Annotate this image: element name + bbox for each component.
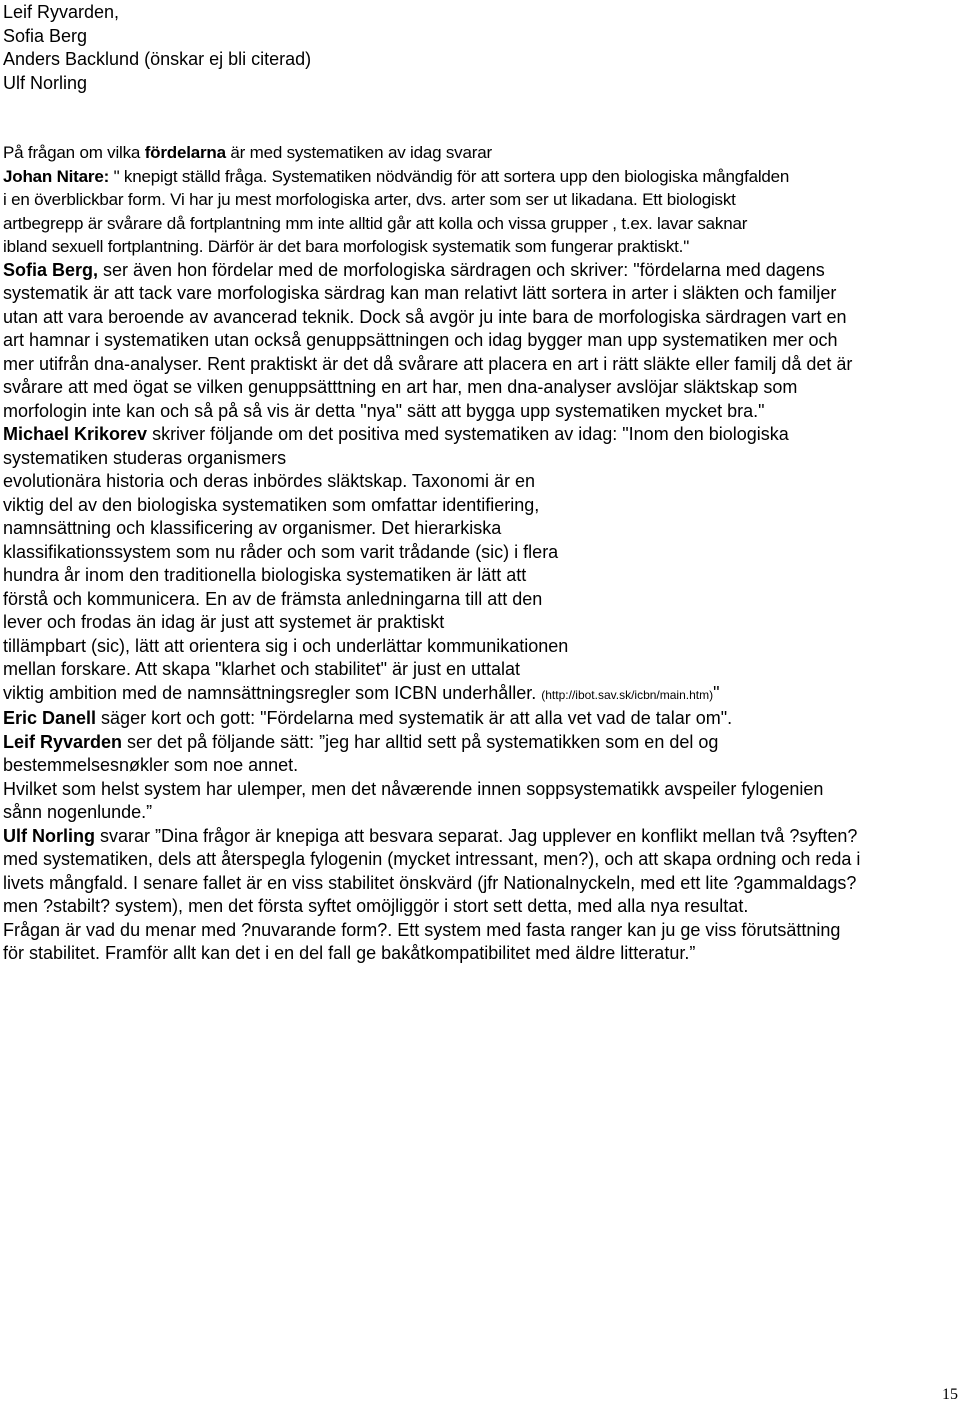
text-line: namnsättning och klassificering av organismer. Det hierarkiska (3, 518, 502, 538)
text-line: lever och frodas än idag är just att systemet är praktiskt (3, 612, 445, 632)
text-line: morfologin inte kan och så på så vis är detta "nya" sätt att bygga upp systematiken mycket bra." (3, 400, 765, 421)
text-line: förstå och kommunicera. En av de främsta anledningarna till att den (3, 588, 543, 609)
text-line: men ?stabilt? system), men det första syftet omöjliggör i stort sett detta, med alla nya resultat. (3, 896, 749, 916)
document-body (3, 141, 957, 966)
author-name: Leif Ryvarden, (3, 2, 120, 22)
text-line: viktig ambition med de namnsättningsregler som ICBN underhåller. (http://ibot.sav.sk/icbn/main.htm)" (3, 682, 720, 703)
text-line: Johan Nitare: " knepigt ställd fråga. Systematiken nödvändig för att sortera upp den biologiska mångfalden (3, 166, 790, 186)
page-number: 15 (942, 1386, 958, 1403)
author-name: Sofia Berg (3, 25, 88, 46)
author-list (3, 0, 957, 95)
intro-paragraph (3, 141, 957, 259)
text-line: artbegrepp är svårare då fortplantning mm inte alltid går att kolla och vissa grupper , t.ex. lavar saknar (3, 213, 748, 233)
text-line: På frågan om vilka fördelarna är med systematiken av idag svarar (3, 143, 492, 162)
text-line: mellan forskare. Att skapa "klarhet och stabilitet" är just en uttalat (3, 659, 521, 679)
text-line: evolutionära historia och deras inbördes släktskap. Taxonomi är en (3, 471, 535, 491)
text-line: med systematiken, dels att återspegla fylogenin (mycket intressant, men?), och att skapa ordning och reda i (3, 849, 861, 869)
text-line: klassifikationssystem som nu råder och som varit trådande (sic) i flera (3, 541, 559, 562)
citation-url: (http://ibot.sav.sk/icbn/main.htm) (541, 687, 714, 702)
text-line: hundra år inom den traditionella biologiska systematiken är lätt att (3, 565, 527, 585)
text-line: svårare att med ögat se vilken genuppsätttning en art har, men dna-analyser avslöjar släktskap som (3, 377, 798, 397)
text-line: mer utifrån dna-analyser. Rent praktiskt är det då svårare att placera en art i rätt släkte eller familj då det är (3, 353, 853, 374)
text-line: tillämpbart (sic), lätt att orientera sig i och underlättar kommunikationen (3, 635, 569, 656)
author-name: Anders Backlund (önskar ej bli citerad) (3, 49, 312, 69)
text-line: för stabilitet. Framför allt kan det i en del fall ge bakåtkompatibilitet med äldre litteratur.” (3, 943, 696, 963)
text-line: Hvilket som helst system har ulemper, men det nåværende innen soppsystematikk avspeiler fylogenien (3, 778, 824, 799)
text-line: art hamnar i systematiken utan också genuppsättningen och idag bygger man upp systematiken mer och (3, 330, 838, 350)
text-line: Leif Ryvarden ser det på följande sätt: ”jeg har alltid sett på systematikken som en del og (3, 731, 719, 752)
text-line: Ulf Norling svarar ”Dina frågor är knepiga att besvara separat. Jag upplever en konflikt mellan två ?syften? (3, 825, 858, 846)
document-page (3, 0, 957, 966)
text-line: systematik är att tack vare morfologiska särdrag kan man relativt lätt sortera in arter i släkten och familjer (3, 283, 837, 303)
text-line: Eric Danell säger kort och gott: "Fördelarna med systematik är att alla vet vad de talar om". (3, 708, 733, 728)
text-line: sånn nogenlunde.” (3, 802, 153, 822)
text-line: Frågan är vad du menar med ?nuvarande form?. Ett system med fasta ranger kan ju ge viss förutsättning (3, 919, 841, 940)
text-line: viktig del av den biologiska systematiken som omfattar identifiering, (3, 494, 540, 515)
responses-paragraph (3, 259, 957, 966)
text-line: i en överblickbar form. Vi har ju mest morfologiska arter, dvs. arter som ser ut likadana. Ett biologiskt (3, 190, 736, 209)
text-line: livets mångfald. I senare fallet är en viss stabilitet önskvärd (jfr Nationalnyckeln, med ett lite ?gammaldags? (3, 872, 857, 893)
text-line: Sofia Berg, ser även hon fördelar med de morfologiska särdragen och skriver: "fördelarna med dagens (3, 259, 825, 280)
text-line: utan att vara beroende av avancerad teknik. Dock så avgör ju inte bara de morfologiska särdragen vart en (3, 306, 847, 327)
text-line: systematiken studeras organismers (3, 447, 287, 468)
author-name: Ulf Norling (3, 72, 88, 93)
text-line: ibland sexuell fortplantning. Därför är det bara morfologisk systematik som fungerar praktiskt." (3, 237, 690, 256)
text-line: bestemmelsesnøkler som noe annet. (3, 755, 299, 775)
text-line: Michael Krikorev skriver följande om det positiva med systematiken av idag: "Inom den biologiska (3, 424, 789, 444)
